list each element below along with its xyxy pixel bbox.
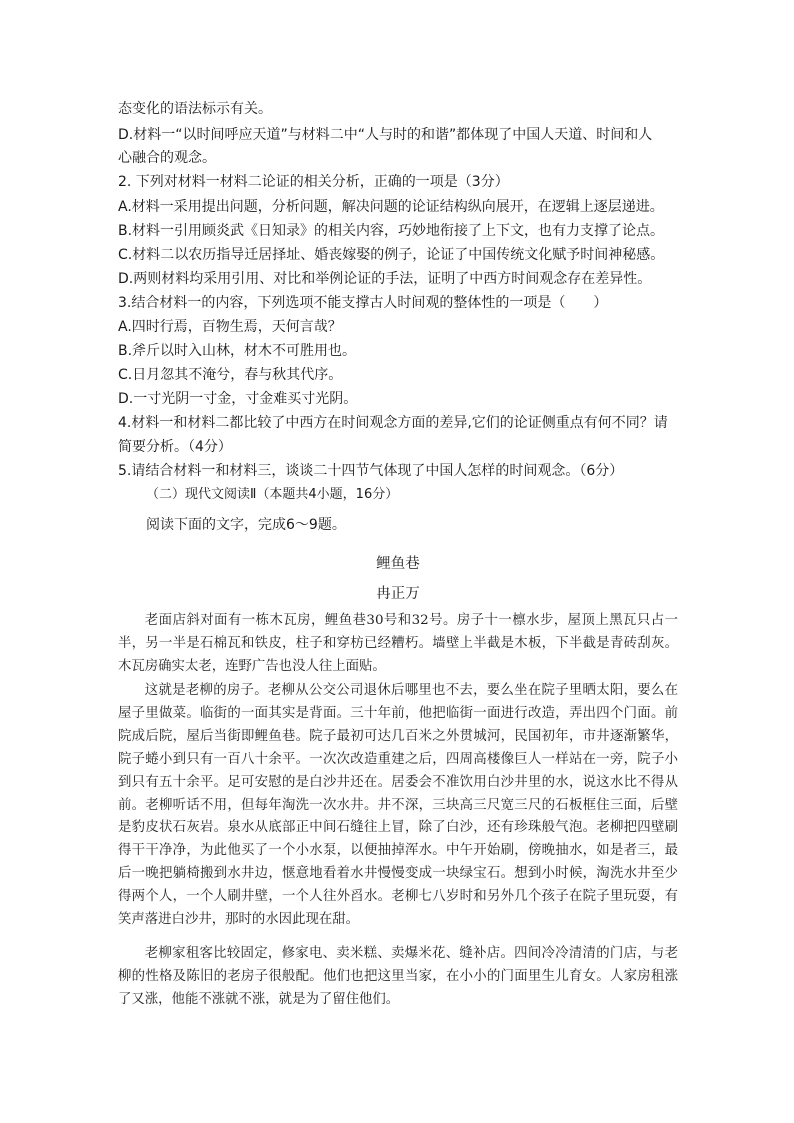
- option-3d: D.一寸光阴一寸金，寸金难买寸光阴。: [118, 391, 358, 407]
- option-2b: B.材料一引用顾炎武《日知录》的相关内容，巧妙地衔接了上下文，也有力支撑了论点。: [118, 223, 665, 239]
- text-line: 态变化的语法标示有关。: [118, 101, 272, 117]
- option-2d: D.两则材料均采用引用、对比和举例论证的手法，证明了中西方时间观念存在差异性。: [118, 271, 652, 287]
- option-2c: C.材料二以农历指导迁居择址、婚丧嫁娶的例子，论证了中国传统文化赋予时间神秘感。: [118, 247, 665, 263]
- story-author: 冉正万: [376, 586, 420, 602]
- story-paragraph: 老柳家租客比较固定，修家电、卖米糕、卖爆米花、缝补店。四间冷冷清清的门店，与老柳的性格及陈旧的老房子很般配。他们也把这里当家，在小小的门面里生儿育女。人家房租涨了又涨，他能不涨就不涨，就是为了留住他们。: [118, 946, 678, 1007]
- option-3b: B.斧斤以时入山林，材木不可胜用也。: [118, 343, 357, 359]
- question-3: 3.结合材料一的内容，下列选项不能支撑古人时间观的整体性的一项是（ ）: [118, 295, 608, 311]
- instruction: 阅读下面的文字，完成6～9题。: [146, 517, 346, 533]
- question-4: 4.材料一和材料二都比较了中西方在时间观念方面的差异,它们的论证侧重点有何不同？请: [118, 415, 668, 431]
- text-line: 心融合的观念。: [118, 150, 216, 166]
- option-3a: A.四时行焉，百物生焉，天何言哉？: [118, 319, 342, 335]
- story-paragraph: 这就是老柳的房子。老柳从公交公司退休后哪里也不去，要么坐在院子里晒太阳，要么在屋子里做菜。临街的一面其实是背面。三十年前，他把临街一面进行改造，弄出四个门面。前院成后院，屋后当街即鲤鱼巷。院子最初可达几百米之外贯城河，民国初年，市井逐渐繁华，院子蜷小到只有一百八十余平。一次次改造重建之后，四周高楼像巨人一样站在一旁，院子小到只有五十余平。足可安慰的是白沙井还在。居委会不准饮用白沙井里的水，说这水比不得从前。老柳听话不用，但每年淘洗一次水井。井不深，三块高三尺宽三尺的石板框住三面，后壁是豹皮状石灰岩。泉水从底部正中间石缝往上冒，除了白沙，还有珍珠般气泡。老柳把四壁刷得干干净净，为此他买了一个小水泵，以便抽掉浑水。中午开始刷，傍晚抽水，如是者三，最后一晚把躺椅搬到水井边，惬意地看着水井慢慢变成一块绿宝石。想到小时候，淘洗水井至少得两个人，一个人刷井壁，一个人往外舀水。老柳七八岁时和另外几个孩子在院子里玩耍，有笑声落进白沙井，那时的水因此现在甜。: [118, 683, 678, 928]
- question-5: 5.请结合材料一和材料三，谈谈二十四节气体现了中国人怎样的时间观念。（6分）: [118, 463, 624, 479]
- story-title: 鲤鱼巷: [376, 556, 420, 572]
- option-2a: A.材料一采用提出问题，分析问题，解决问题的论证结构纵向展开，在逻辑上逐层递进。: [118, 199, 664, 215]
- question-2: 2. 下列对材料一材料二论证的相关分析，正确的一项是（3分）: [118, 174, 509, 190]
- section-heading: （二）现代文阅读Ⅱ（本题共4小题，16分）: [146, 487, 399, 502]
- story-paragraph: 老面店斜对面有一栋木瓦房，鲤鱼巷30号和32号。房子十一檩水步，屋顶上黑瓦只占一半，另一半是石棉瓦和铁皮，柱子和穿枋已经糟朽。墙壁上半截是木板，下半截是青砖刮灰。木瓦房确实太老，连野广告也没人往上面贴。: [118, 613, 678, 674]
- text-line: D.材料一“以时间呼应天道”与材料二中“人与时的和谐”都体现了中国人天道、时间和人: [118, 127, 653, 143]
- question-4-cont: 简要分析。（4分）: [118, 439, 232, 455]
- option-3c: C.日月忽其不淹兮，春与秋其代序。: [118, 367, 343, 383]
